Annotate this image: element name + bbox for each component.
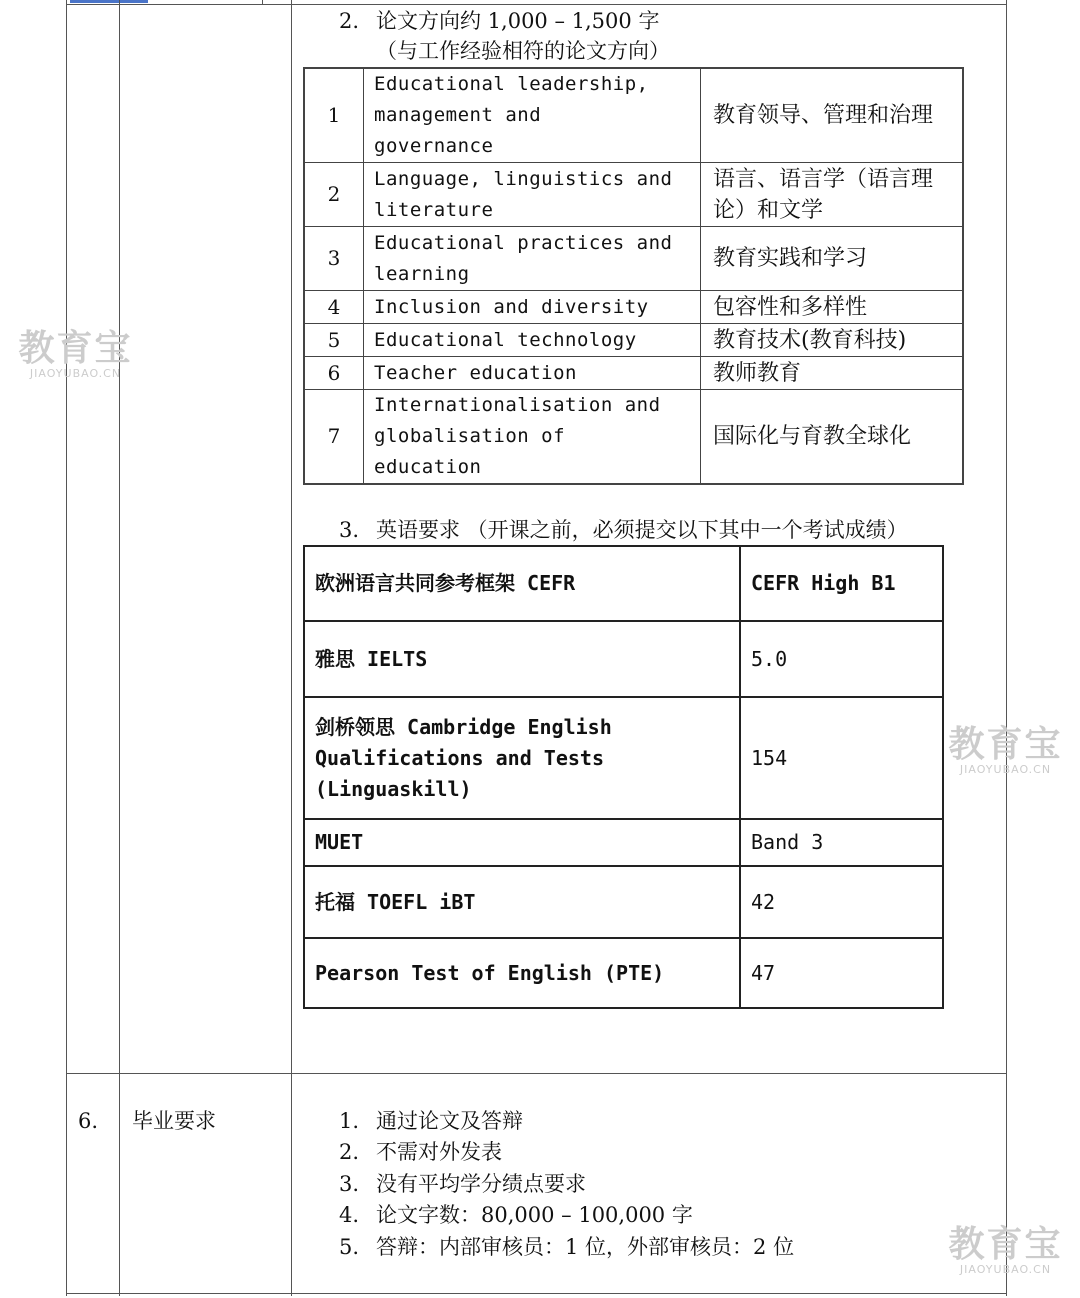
direction-cn: 教育技术(教育科技) bbox=[701, 324, 964, 357]
direction-en-line: management and bbox=[374, 104, 542, 126]
grid-line-left bbox=[66, 0, 67, 1296]
row-number: 6 bbox=[304, 357, 364, 390]
exam-name bbox=[304, 697, 740, 819]
exam-name: Pearson Test of English (PTE) bbox=[304, 938, 740, 1008]
direction-en-line: Language, linguistics and bbox=[374, 167, 673, 190]
exam-name-en: CEFR bbox=[527, 571, 576, 595]
direction-en bbox=[364, 390, 701, 485]
table-row bbox=[304, 866, 943, 938]
english-requirement-heading bbox=[339, 515, 908, 545]
item-number: 3. bbox=[339, 1172, 360, 1196]
table-row bbox=[304, 621, 943, 697]
watermark-en: JIAOYUBAO.CN bbox=[29, 367, 122, 380]
thesis-direction-heading bbox=[339, 6, 659, 36]
direction-cn-line: 语言、语言学（语言理 bbox=[713, 166, 934, 192]
item-text: 不需对外发表 bbox=[376, 1140, 502, 1164]
exam-name-cn: 雅思 bbox=[315, 646, 355, 671]
watermark-logo bbox=[948, 726, 1063, 776]
watermark-cn: 教育宝 bbox=[18, 328, 133, 369]
direction-en bbox=[364, 227, 701, 291]
table-row bbox=[304, 357, 963, 390]
direction-en-line: learning bbox=[374, 262, 470, 285]
row-number: 4 bbox=[304, 291, 364, 324]
exam-name-cn: 剑桥领思 bbox=[315, 714, 395, 739]
table-row bbox=[304, 291, 963, 324]
row-number: 1 bbox=[304, 68, 364, 163]
exam-score: 47 bbox=[740, 938, 943, 1008]
direction-en: Inclusion and diversity bbox=[364, 291, 701, 324]
row-number: 5 bbox=[304, 324, 364, 357]
table-row bbox=[304, 697, 943, 819]
grid-line-row-divider bbox=[66, 1073, 1007, 1074]
exam-score: 154 bbox=[740, 697, 943, 819]
direction-en-line: governance bbox=[374, 135, 494, 157]
exam-name-cn: 托福 bbox=[315, 889, 355, 914]
thesis-directions-table bbox=[303, 67, 964, 485]
exam-score: Band 3 bbox=[740, 819, 943, 866]
list-item bbox=[339, 1137, 502, 1167]
direction-cn: 教师教育 bbox=[701, 357, 964, 390]
item-number: 2. bbox=[339, 9, 360, 33]
table-row bbox=[304, 324, 963, 357]
table-row bbox=[304, 819, 943, 866]
list-item bbox=[339, 1106, 523, 1136]
watermark-cn: 教育宝 bbox=[948, 1224, 1063, 1265]
section-title: 毕业要求 bbox=[132, 1109, 216, 1133]
watermark-logo bbox=[948, 1226, 1063, 1276]
direction-cn: 教育领导、管理和治理 bbox=[701, 68, 964, 163]
item-number: 1. bbox=[339, 1109, 360, 1133]
exam-name-cn: 欧洲语言共同参考框架 bbox=[315, 571, 515, 595]
exam-name bbox=[304, 866, 740, 938]
list-item bbox=[339, 1169, 586, 1199]
exam-name: MUET bbox=[304, 819, 740, 866]
exam-name bbox=[304, 621, 740, 697]
table-row bbox=[304, 227, 963, 291]
direction-en: Educational technology bbox=[364, 324, 701, 357]
grid-line-col1 bbox=[119, 0, 120, 1296]
exam-name-en-line: (Linguaskill) bbox=[315, 776, 472, 801]
table-row bbox=[304, 546, 943, 621]
list-item bbox=[339, 1232, 794, 1262]
table-row bbox=[304, 938, 943, 1008]
direction-cn: 教育实践和学习 bbox=[701, 227, 964, 291]
item-text: 通过论文及答辩 bbox=[376, 1109, 523, 1133]
direction-en-line: Educational leadership, bbox=[374, 73, 649, 95]
top-blue-mark bbox=[70, 0, 148, 3]
direction-cn: 包容性和多样性 bbox=[701, 291, 964, 324]
item-text: 论文方向约 1,000 – 1,500 字 bbox=[376, 9, 660, 33]
direction-cn-line: 论）和文学 bbox=[713, 197, 824, 223]
watermark-en: JIAOYUBAO.CN bbox=[959, 1263, 1052, 1276]
list-item bbox=[339, 1200, 693, 1230]
exam-name-en: IELTS bbox=[367, 646, 428, 671]
item-number: 2. bbox=[339, 1140, 360, 1164]
item-text: 英语要求 （开课之前，必须提交以下其中一个考试成绩） bbox=[376, 518, 908, 542]
item-number: 3. bbox=[339, 518, 360, 542]
item-text: 论文字数：80,000 – 100,000 字 bbox=[376, 1203, 693, 1227]
exam-name-en: Cambridge English bbox=[407, 714, 612, 739]
direction-cn bbox=[701, 163, 964, 227]
watermark-logo bbox=[18, 330, 133, 380]
table-row bbox=[304, 390, 963, 485]
row-number: 3 bbox=[304, 227, 364, 291]
exam-name bbox=[304, 546, 740, 621]
item-text: 答辩：内部审核员：1 位，外部审核员：2 位 bbox=[376, 1235, 795, 1259]
direction-en-line: Internationalisation and bbox=[374, 394, 661, 416]
exam-name-en-line: Qualifications and Tests bbox=[315, 745, 604, 770]
direction-en-line: Educational practices and bbox=[374, 231, 673, 254]
exam-score: 5.0 bbox=[740, 621, 943, 697]
item-text: 没有平均学分绩点要求 bbox=[376, 1172, 586, 1196]
table-row bbox=[304, 163, 963, 227]
direction-cn: 国际化与育教全球化 bbox=[701, 390, 964, 485]
item-number: 5. bbox=[339, 1235, 360, 1259]
direction-en bbox=[364, 68, 701, 163]
row-number: 7 bbox=[304, 390, 364, 485]
thesis-direction-note: （与工作经验相符的论文方向） bbox=[376, 39, 670, 63]
english-requirements-table bbox=[303, 545, 944, 1009]
grid-line-col2 bbox=[291, 0, 292, 1296]
direction-en: Teacher education bbox=[364, 357, 701, 390]
row-number: 2 bbox=[304, 163, 364, 227]
grid-line-right bbox=[1006, 0, 1007, 1296]
grid-line-top bbox=[66, 4, 1007, 5]
direction-en-line: education bbox=[374, 456, 482, 478]
exam-name-en: TOEFL iBT bbox=[367, 889, 476, 914]
table-row bbox=[304, 68, 963, 163]
watermark-en: JIAOYUBAO.CN bbox=[959, 763, 1052, 776]
direction-en bbox=[364, 163, 701, 227]
section-number: 6. bbox=[78, 1109, 99, 1133]
watermark-cn: 教育宝 bbox=[948, 724, 1063, 765]
exam-score: CEFR High B1 bbox=[740, 546, 943, 621]
direction-en-line: literature bbox=[374, 198, 494, 221]
exam-score: 42 bbox=[740, 866, 943, 938]
item-number: 4. bbox=[339, 1203, 360, 1227]
direction-en-line: globalisation of bbox=[374, 425, 566, 447]
grid-line-bottom bbox=[66, 1293, 1007, 1294]
